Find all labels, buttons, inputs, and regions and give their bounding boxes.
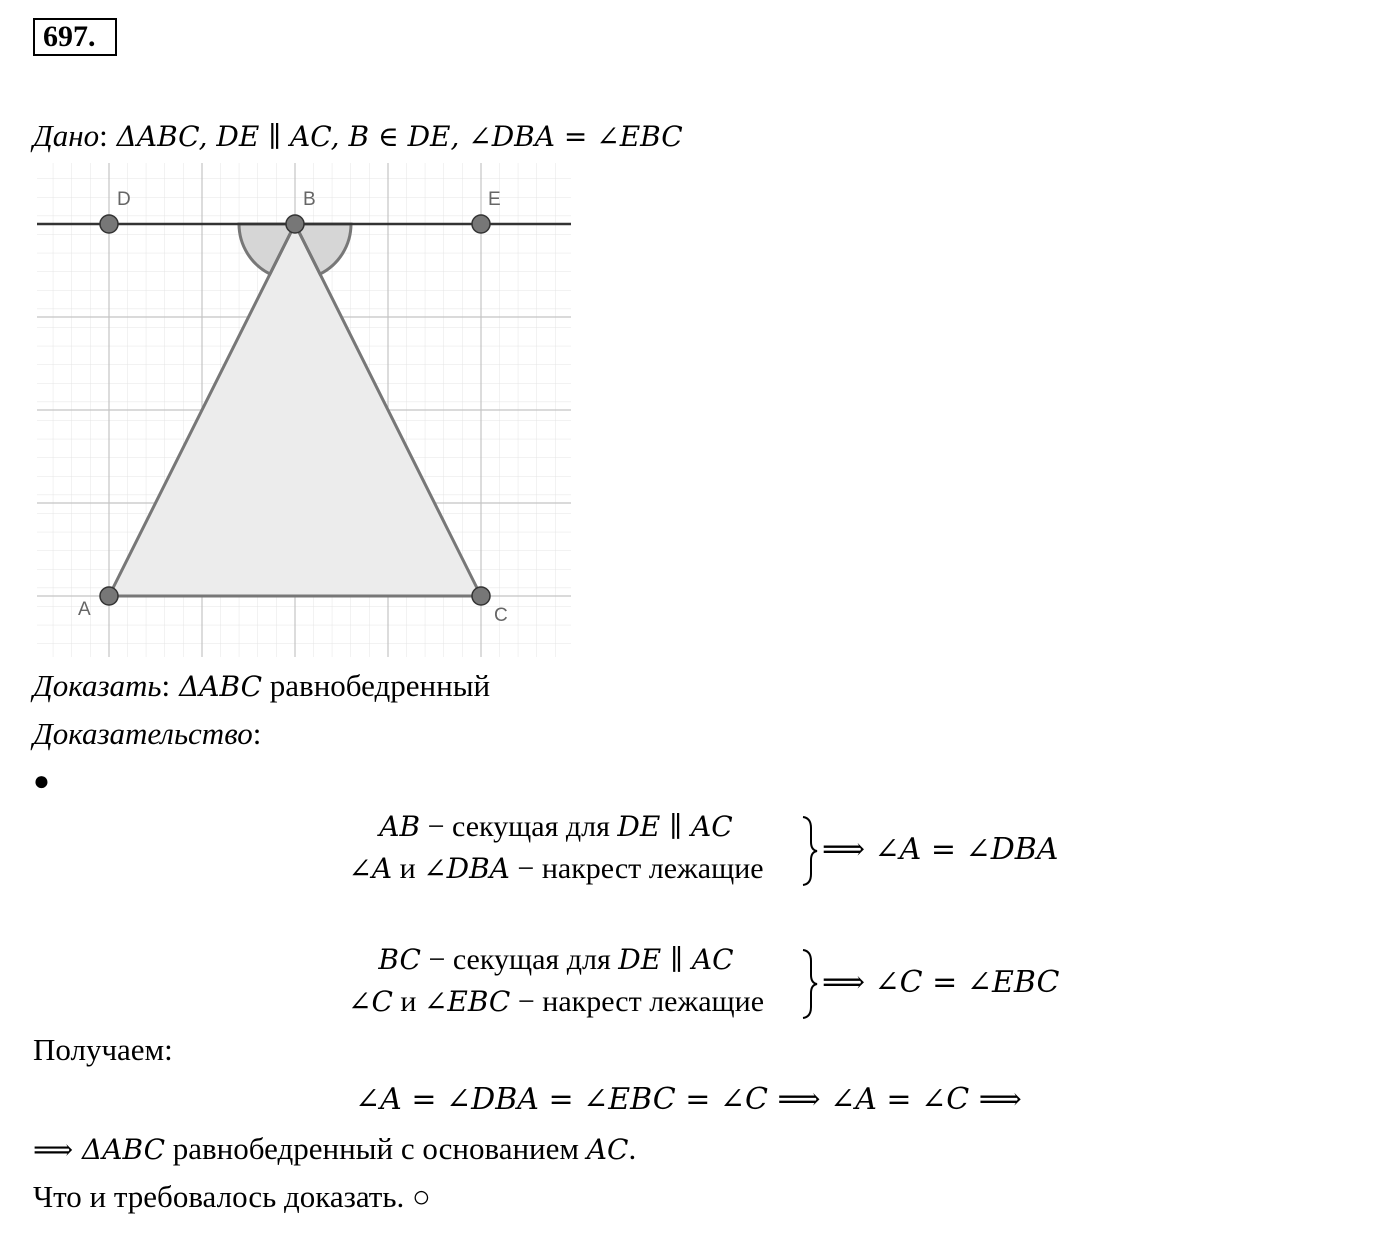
result-triangle: ⟹ ΔABC bbox=[33, 1133, 166, 1166]
label-c: C bbox=[494, 605, 508, 626]
step1-secant-text: − секущая для bbox=[420, 810, 618, 843]
step1-angle-a: ∠A bbox=[348, 852, 393, 885]
qed-line: Что и требовалось доказать. ○ bbox=[33, 1179, 431, 1214]
step2-premises bbox=[306, 942, 806, 1020]
step2-secant-text: − секущая для bbox=[420, 943, 619, 976]
label-b: B bbox=[303, 189, 316, 210]
step1-secant: AB bbox=[379, 810, 421, 843]
triangle-figure bbox=[37, 163, 571, 657]
given-colon: : bbox=[99, 118, 108, 153]
step2-conclusion: ⟹ ∠C = ∠EBC bbox=[822, 965, 1060, 1000]
label-d: D bbox=[117, 189, 131, 210]
given-label: Дано bbox=[33, 118, 100, 153]
step2-line1 bbox=[306, 942, 806, 978]
label-a: A bbox=[78, 599, 91, 620]
step1-brace bbox=[800, 814, 820, 888]
step1-premises bbox=[306, 809, 806, 887]
step2-parallel: DE ∥ AC bbox=[618, 943, 734, 976]
step1-alternate: − накрест лежащие bbox=[509, 852, 764, 885]
result-base: AC bbox=[586, 1133, 629, 1166]
proof-bullet: ● bbox=[33, 766, 50, 797]
point-d bbox=[100, 215, 118, 233]
given-line bbox=[33, 118, 683, 155]
point-b bbox=[286, 215, 304, 233]
step2-angle-c: ∠C bbox=[347, 985, 393, 1018]
step2-and: и bbox=[392, 985, 424, 1018]
prove-colon: : bbox=[161, 668, 171, 703]
step1-angle-dba: ∠DBA bbox=[423, 852, 510, 885]
prove-line bbox=[33, 668, 490, 705]
result-text: равнобедренный с основанием bbox=[165, 1131, 587, 1166]
result-period: . bbox=[628, 1131, 637, 1166]
proof-line bbox=[33, 716, 261, 752]
step2-alternate: − накрест лежащие bbox=[510, 985, 765, 1018]
obtain-label: Получаем: bbox=[33, 1032, 173, 1067]
obtain-chain: ∠A = ∠DBA = ∠EBC = ∠C ⟹ ∠A = ∠C ⟹ bbox=[355, 1082, 1022, 1117]
step1-line2 bbox=[306, 851, 806, 887]
prove-triangle: ΔABC bbox=[170, 670, 263, 703]
label-e: E bbox=[488, 189, 501, 210]
point-e bbox=[472, 215, 490, 233]
step1-conclusion: ⟹ ∠A = ∠DBA bbox=[822, 832, 1059, 867]
step2-line2 bbox=[306, 984, 806, 1020]
prove-text: равнобедренный bbox=[262, 668, 491, 703]
point-c bbox=[472, 587, 490, 605]
given-statement: ΔABC, DE ∥ AC, B ∈ DE, ∠DBA = ∠EBC bbox=[107, 120, 683, 153]
step2-brace bbox=[800, 947, 820, 1021]
step2-angle-ebc: ∠EBC bbox=[423, 985, 511, 1018]
result-line bbox=[33, 1131, 636, 1168]
problem-number: 697. bbox=[33, 18, 117, 56]
prove-label: Доказать bbox=[33, 668, 162, 703]
step1-and: и bbox=[392, 852, 424, 885]
proof-label: Доказательство bbox=[33, 716, 253, 751]
step1-line1 bbox=[306, 809, 806, 845]
step2-secant: BC bbox=[378, 943, 421, 976]
step1-parallel: DE ∥ AC bbox=[617, 810, 733, 843]
proof-colon: : bbox=[252, 716, 262, 751]
point-a bbox=[100, 587, 118, 605]
